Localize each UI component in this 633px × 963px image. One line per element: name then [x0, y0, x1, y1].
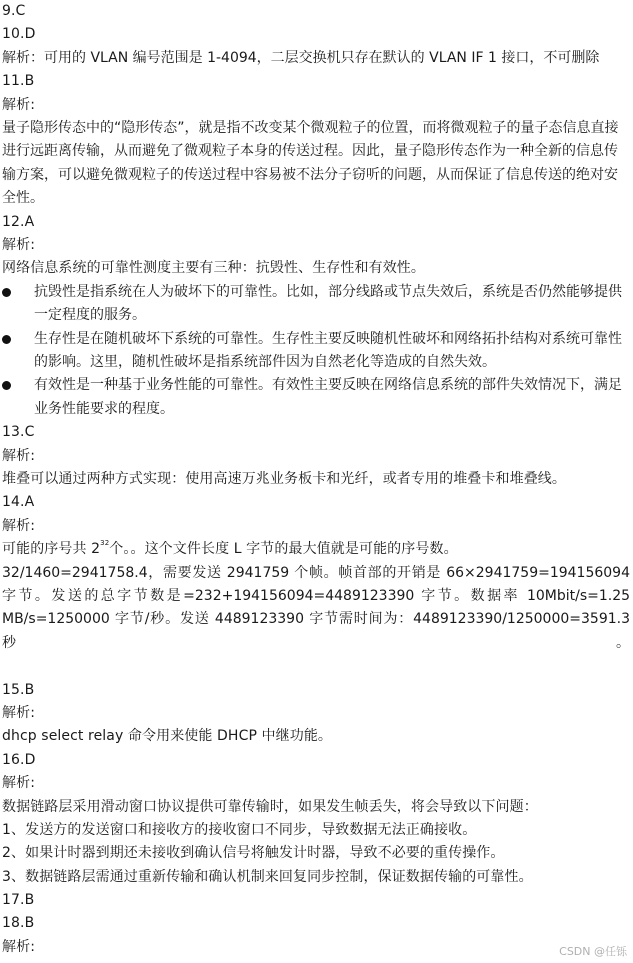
answer-18: 18.B: [2, 915, 35, 932]
explanation-16-point: 2、如果计时器到期还未接收到确认信号将触发计时器，导致不必要的重传操作。: [2, 845, 505, 862]
bullet-icon: [2, 381, 11, 390]
explanation-14-line2: 32/1460=2941758.4，需要发送 2941759 个帧。帧首部的开销是 66×2941759=194156094 字节。发送的总字节数是=232+194156094=4489123390 字节。数据率 10Mbit/s=1.25 MB/s=1250000 字节/秒。发送 4489123390 字节需时间为：4489123390/1250000=3591.3 秒。: [2, 564, 631, 651]
answer-9: 9.C: [2, 3, 26, 19]
analysis-label: 解析:: [2, 704, 36, 721]
explanation-15: dhcp select relay 命令用来使能 DHCP 中继功能。: [2, 728, 333, 745]
blank-line: [2, 655, 630, 678]
answer-document: [2, 0, 630, 959]
bullet-item: [2, 374, 630, 421]
bullet-text: 生存性是在随机破坏下系统的可靠性。生存性主要反映随机性破坏和网络拓扑结构对系统可靠性的影响。这里，随机性破坏是指系统部件因为自然老化等造成的自然失效。: [34, 330, 622, 370]
explanation-11: 量子隐形传态中的“隐形传态”，就是指不改变某个微观粒子的位置，而将微观粒子的量子态信息直接进行远距离传输，从而避免了微观粒子本身的传送过程。因此，量子隐形传态作为一种全新的信息传输方案，可以避免微观粒子的传送过程中容易被不法分子窃听的问题，从而保证了信息传送的绝对安全性。: [2, 119, 619, 207]
csdn-watermark: CSDN @任铄: [559, 945, 627, 958]
explanation-10: 解析：可用的 VLAN 编号范围是 1-4094，二层交换机只存在默认的 VLAN IF 1 接口，不可删除: [2, 49, 600, 66]
answer-17: 17.B: [2, 892, 35, 909]
explanation-16-intro: 数据链路层采用滑动窗口协议提供可靠传输时，如果发生帧丢失，将会导致以下问题：: [2, 798, 538, 815]
analysis-label: 解析:: [2, 96, 36, 113]
explanation-13: 堆叠可以通过两种方式实现：使用高速万兆业务板卡和光纤，或者专用的堆叠卡和堆叠线。: [2, 470, 566, 487]
bullet-text: 抗毁性是指系统在人为破坏下的可靠性。比如，部分线路或节点失效后，系统是否仍然能够提供一定程度的服务。: [34, 283, 622, 324]
bullet-icon: [2, 335, 11, 344]
answer-11: 11.B: [2, 73, 35, 90]
answer-10: 10.D: [2, 26, 36, 43]
answer-16: 16.D: [2, 751, 36, 768]
bullet-item: [2, 328, 630, 375]
explanation-14-line1: 可能的序号共 $2^{32}$个。。这个文件长度 L 字节的最大值就是可能的序号数。: [2, 539, 458, 558]
analysis-label: 解析:: [2, 775, 36, 792]
explanation-12-intro: 网络信息系统的可靠性测度主要有三种：抗毁性、生存性和有效性。: [2, 260, 425, 277]
answer-15: 15.B: [2, 681, 35, 698]
explanation-16-point: 3、数据链路层需通过重新传输和确认机制来回复同步控制，保证数据传输的可靠性。: [2, 868, 533, 885]
analysis-label: 解析:: [2, 236, 36, 253]
analysis-label: 解析:: [2, 517, 36, 534]
bullet-icon: [2, 288, 11, 297]
analysis-label: 解析:: [2, 938, 36, 955]
answer-14: 14.A: [2, 494, 35, 511]
bullet-text: 有效性是一种基于业务性能的可靠性。有效性主要反映在网络信息系统的部件失效情况下，满足业务性能要求的程度。: [34, 377, 622, 417]
explanation-16-point: 1、发送方的发送窗口和接收方的接收窗口不同步，导致数据无法正确接收。: [2, 821, 477, 838]
answer-13: 13.C: [2, 424, 35, 441]
answer-12: 12.A: [2, 213, 35, 230]
bullet-item: [2, 281, 630, 328]
analysis-label: 解析:: [2, 447, 36, 464]
